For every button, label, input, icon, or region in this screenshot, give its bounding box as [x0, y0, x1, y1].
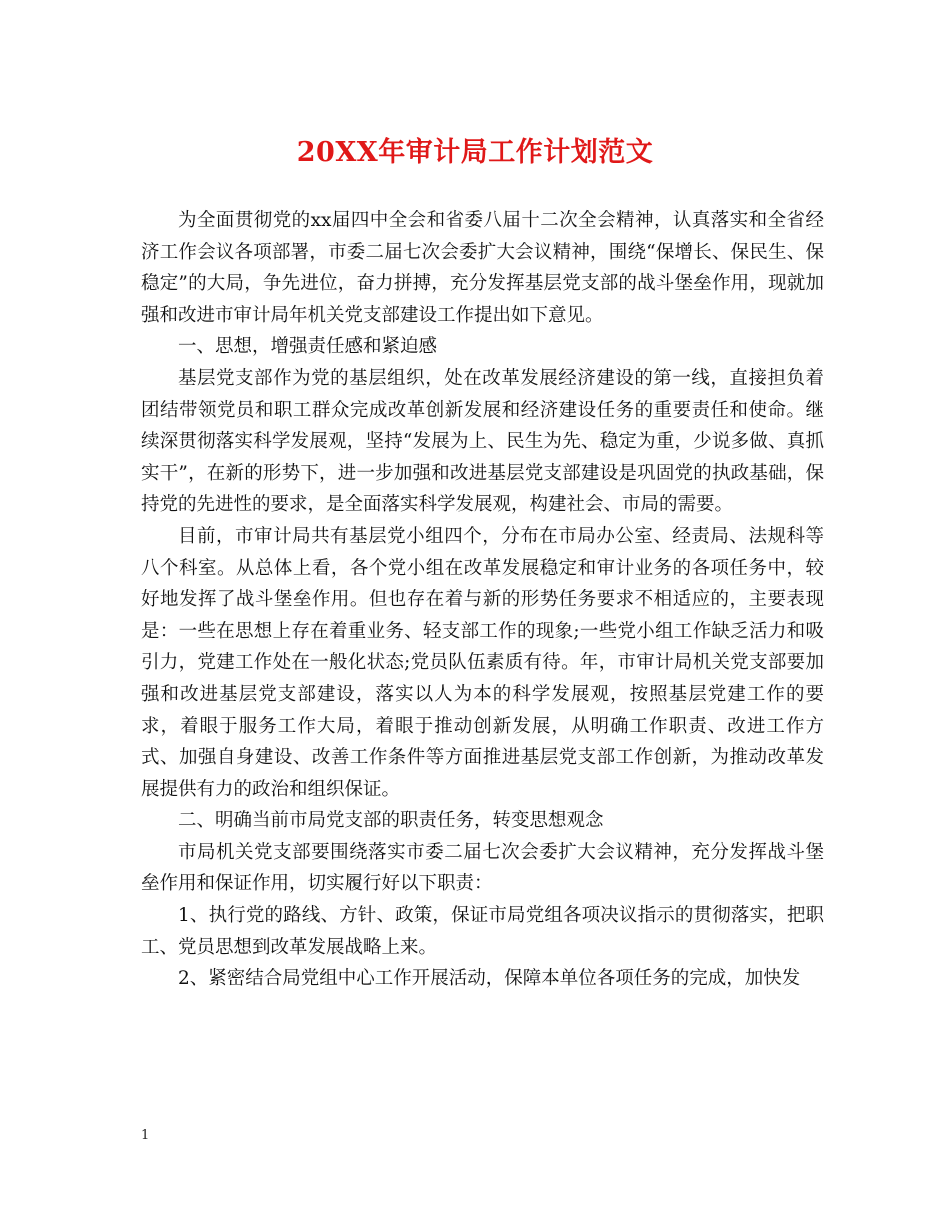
- paragraph-intro: 为全面贯彻党的xx届四中全会和省委八届十二次全会精神，认真落实和全省经济工作会议各项部署，市委二届七次会委扩大会议精神，围绕“保增长、保民生、保稳定”的大局，争先进位，奋力拼搏，充分发挥基层党支部的战斗堡垒作用，现就加强和改进市审计局年机关党支部建设工作提出如下意见。: [141, 210, 824, 326]
- document-title: 20XX年审计局工作计划范文: [296, 137, 654, 168]
- page-number: 1: [141, 1128, 150, 1143]
- paragraph: 基层党支部作为党的基层组织，处在改革发展经济建设的第一线，直接担负着团结带领党员和职工群众完成改革创新发展和经济建设任务的重要责任和使命。继续深贯彻落实科学发展观，坚持“发展为上、民生为先、稳定为重，少说多做、真抓实干”，在新的形势下，进一步加强和改进基层党支部建设是巩固党的执政基础，保持党的先进性的要求，是全面落实科学发展观，构建社会、市局的需要。: [141, 367, 824, 516]
- section-heading-1: 一、思想，增强责任感和紧迫感: [178, 336, 438, 358]
- list-item: 1、执行党的路线、方针、政策，保证市局党组各项决议指示的贯彻落实，把职工、党员思想到改革发展战略上来。: [141, 905, 824, 958]
- section-heading-2: 二、明确当前市局党支部的职责任务，转变思想观念: [178, 810, 604, 832]
- document-body: [141, 205, 824, 995]
- paragraph: 市局机关党支部要围绕落实市委二届七次会委扩大会议精神，充分发挥战斗堡垒作用和保证作用，切实履行好以下职责：: [141, 841, 824, 895]
- paragraph: 目前，市审计局共有基层党小组四个，分布在市局办公室、经责局、法规科等八个科室。从总体上看，各个党小组在改革发展稳定和审计业务的各项任务中，较好地发挥了战斗堡垒作用。但也存在着与新的形势任务要求不相适应的，主要表现是：一些在思想上存在着重业务、轻支部工作的现象;一些党小组工作缺乏活力和吸引力，党建工作处在一般化状态;党员队伍素质有待。年，市审计局机关党支部要加强和改进基层党支部建设，落实以人为本的科学发展观，按照基层党建工作的要求，着眼于服务工作大局，着眼于推动创新发展，从明确工作职责、改进工作方式、加强自身建设、改善工作条件等方面推进基层党支部工作创新，为推动改革发展提供有力的政治和组织保证。: [141, 525, 824, 800]
- list-item: 2、紧密结合局党组中心工作开展活动，保障本单位各项任务的完成，加快发: [178, 968, 801, 990]
